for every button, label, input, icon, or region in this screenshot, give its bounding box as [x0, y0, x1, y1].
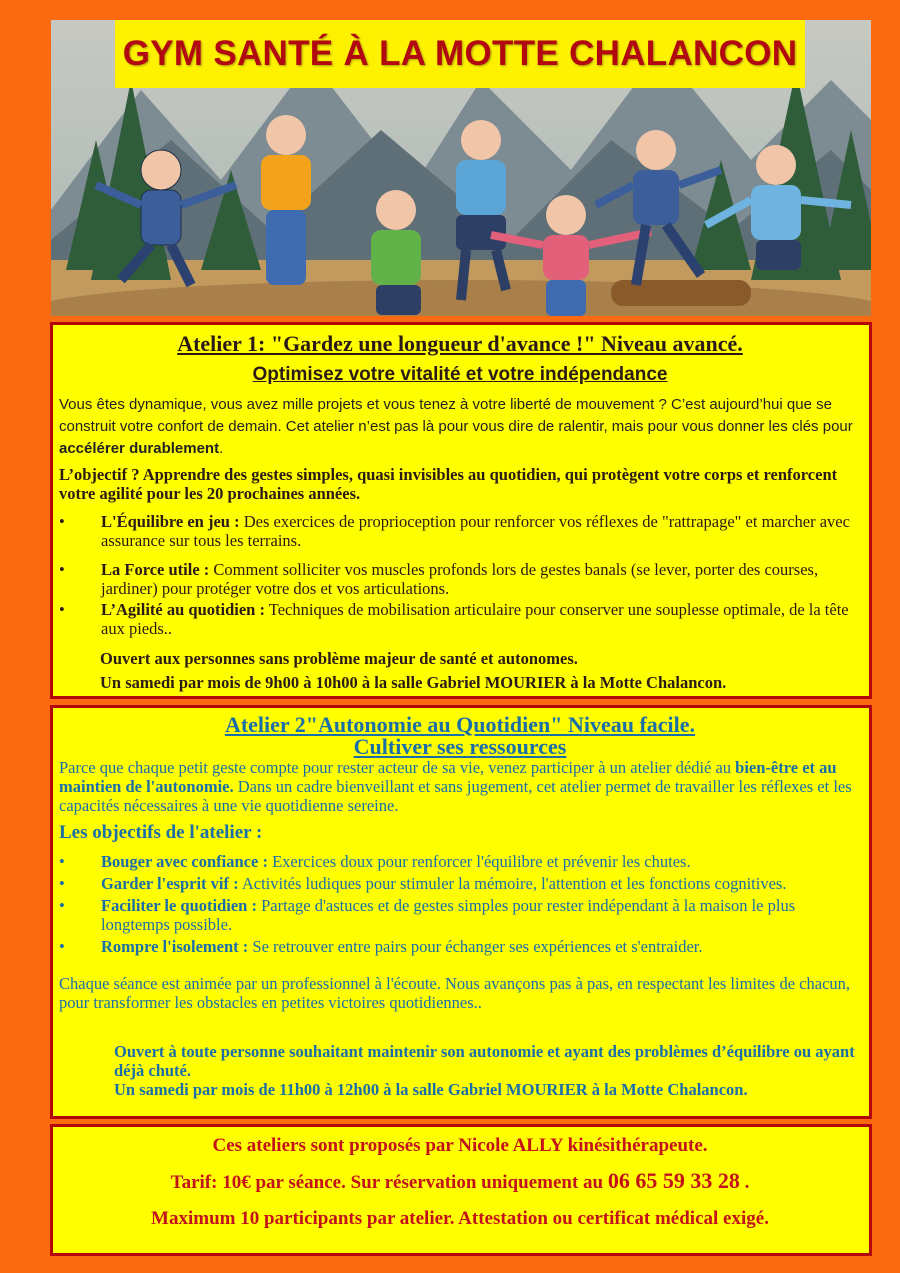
- instructor-line: Ces ateliers sont proposés par Nicole ALLY kinésithérapeute.: [212, 1135, 708, 1156]
- bullet-icon: •: [59, 560, 65, 579]
- atelier-2-eligibility: Ouvert à toute personne souhaitant maintenir son autonomie et ayant des problèmes d’équilibre ou ayant déjà chuté.: [114, 1042, 855, 1080]
- list-item: • Garder l'esprit vif : Activités ludiques pour stimuler la mémoire, l'attention et les fonctions cognitives.: [59, 874, 787, 893]
- participants-line: Maximum 10 participants par atelier. Attestation ou certificat médical exigé.: [151, 1208, 769, 1229]
- figure-2: [261, 115, 311, 285]
- phone-number: 06 65 59 33 28: [607, 1168, 740, 1193]
- title-banner: [115, 20, 805, 88]
- atelier-1-objective: L’objectif ? Apprendre des gestes simples, quasi invisibles au quotidien, qui protègent votre corps et renforcent votre agilité pour les 20 prochaines années.: [59, 465, 838, 503]
- atelier-1-intro-emphasis: accélérer durablement: [59, 440, 220, 457]
- atelier-2-panel: [50, 705, 872, 1119]
- atelier-2-schedule: Un samedi par mois de 11h00 à 12h00 à la salle Gabriel MOURIER à la Motte Chalancon.: [114, 1080, 748, 1099]
- pricing-line: Tarif: 10€ par séance. Sur réservation uniquement au 06 65 59 33 28 .: [170, 1168, 750, 1193]
- atelier-2-closing: Chaque séance est animée par un professionnel à l'écoute. Nous avançons pas à pas, en respectant les limites de chacun, pour transformer les obstacles en petites victoires quotidiennes..: [59, 974, 851, 1012]
- atelier-2-list: [59, 852, 861, 956]
- atelier-2-subtitle: Cultiver ses ressources: [353, 734, 567, 759]
- list-item: • Rompre l'isolement : Se retrouver entre pairs pour échanger ses expériences et s'entraider.: [59, 937, 703, 956]
- list-item: • Faciliter le quotidien : Partage d'astuces et de gestes simples pour rester indépendant à la maison le plus longtemps possible.: [59, 896, 796, 934]
- atelier-2-title: Atelier 2"Autonomie au Quotidien" Niveau facile.: [224, 712, 696, 737]
- list-item: • L’Agilité au quotidien : Techniques de mobilisation articulaire pour conserver une souplesse optimale, de la tête aux pieds..: [59, 600, 849, 638]
- bullet-icon: •: [59, 896, 65, 915]
- bullet-icon: •: [59, 852, 65, 871]
- page-title: GYM SANTÉ À LA MOTTE CHALANCON: [122, 34, 798, 73]
- atelier-1-subtitle: Optimisez votre vitalité et votre indépendance: [252, 364, 668, 385]
- contact-panel: [50, 1124, 872, 1256]
- bullet-icon: •: [59, 937, 65, 956]
- atelier-2-intro: Parce que chaque petit geste compte pour rester acteur de sa vie, venez participer à un atelier dédié au bien-être et au maintien de l'autonomie. Dans un cadre bienveillant et sans jugement, cet atelier permet de travailler les réflexes et les capacités nécessaires à une vie quotidienne sereine.: [59, 758, 852, 815]
- bullet-icon: •: [59, 874, 65, 893]
- list-item: • La Force utile : Comment solliciter vos muscles profonds lors de gestes banals (se lever, porter des courses, jardiner) pour protéger votre dos et vos articulations.: [59, 560, 819, 598]
- atelier-1-intro: Vous êtes dynamique, vous avez mille projets et vous tenez à votre liberté de mouvement ? C’est aujourd’hui que se construit votre confort de demain. Cet atelier n’est pas là pour vous dire de ralentir, mais pour vous donner les clés pour accélérer durablement.: [59, 396, 853, 457]
- atelier-1-title: Atelier 1: "Gardez une longueur d'avance !" Niveau avancé.: [177, 331, 743, 356]
- list-item: • Bouger avec confiance : Exercices doux pour renforcer l'équilibre et prévenir les chutes.: [59, 852, 691, 871]
- atelier-1-panel: [50, 322, 872, 699]
- atelier-1-list: [59, 512, 861, 638]
- atelier-2-intro-emphasis: bien-être et au maintien de l'autonomie.: [59, 758, 837, 796]
- atelier-1-eligibility: Ouvert aux personnes sans problème majeur de santé et autonomes.: [100, 649, 578, 668]
- atelier-1-schedule: Un samedi par mois de 9h00 à 10h00 à la salle Gabriel MOURIER à la Motte Chalancon.: [100, 673, 727, 692]
- bullet-icon: •: [59, 512, 65, 531]
- figure-3: [371, 190, 421, 315]
- bullet-icon: •: [59, 600, 65, 619]
- atelier-2-objectives-heading: Les objectifs de l'atelier :: [59, 822, 263, 843]
- list-item: • L'Équilibre en jeu : Des exercices de proprioception pour renforcer vos réflexes de "rattrapage" et marcher avec assurance sur tous les terrains.: [59, 512, 850, 550]
